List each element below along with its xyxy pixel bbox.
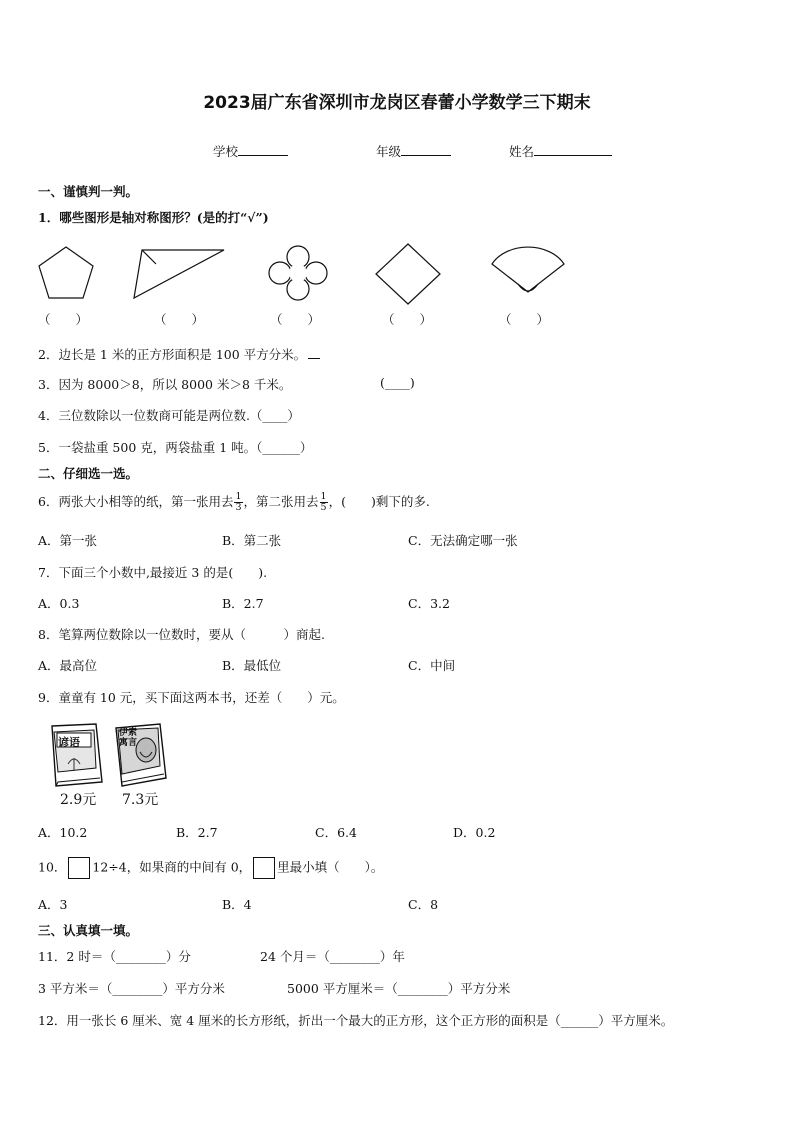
q7-option-c[interactable]: C．3.2: [408, 596, 450, 611]
q10-option-a[interactable]: A．3: [38, 897, 68, 912]
name-field: [509, 142, 612, 160]
q8-option-c[interactable]: C．中间: [408, 658, 456, 673]
q10-option-b[interactable]: B．4: [222, 897, 252, 912]
section-heading-3: 三、认真填一填。: [38, 923, 139, 938]
q10-option-c[interactable]: C．8: [408, 897, 439, 912]
book-proverbs-icon: [46, 722, 106, 788]
answer-paren-1[interactable]: （ ）: [38, 312, 89, 327]
answer-box-1[interactable]: [68, 857, 90, 879]
question-10-text: 10． 12÷4，如果商的中间有 0， 里最小填（ ）。: [38, 857, 383, 879]
fraction-one-fifth: $\frac{1}{5}$: [320, 491, 327, 513]
question-3-text: 3．因为 8000＞8，所以 8000 米＞8 千米。: [38, 377, 292, 392]
book-aesop-price: 7.3元: [122, 792, 159, 808]
school-field: [213, 142, 288, 160]
grade-field: [376, 142, 451, 160]
pentagon-icon: [36, 244, 96, 302]
question-11d: 5000 平方厘米＝（________）平方分米: [287, 981, 511, 996]
q9-option-d[interactable]: D．0.2: [453, 825, 496, 840]
fan-icon: [488, 244, 568, 300]
school-label: 学校: [213, 144, 239, 159]
q6-option-a[interactable]: A．第一张: [38, 533, 98, 548]
q7-option-b[interactable]: B．2.7: [222, 596, 264, 611]
q6-option-c[interactable]: C．无法确定哪一张: [408, 533, 518, 548]
question-8-text: 8．笔算两位数除以一位数时，要从（ ）商起.: [38, 627, 325, 642]
question-11b: 24 个月＝（________）年: [260, 949, 405, 964]
answer-paren-2[interactable]: （ ）: [154, 312, 205, 327]
triangle-icon: [130, 248, 226, 300]
answer-paren-4[interactable]: （ ）: [382, 312, 433, 327]
answer-paren-5[interactable]: （ ）: [499, 312, 550, 327]
question-5: 5．一袋盐重 500 克，两袋盐重 1 吨。（______）: [38, 440, 313, 455]
name-label: 姓名: [509, 144, 535, 159]
question-3-answer[interactable]: (____): [380, 375, 415, 390]
grade-label: 年级: [376, 144, 402, 159]
question-4: 4．三位数除以一位数商可能是两位数.（____）: [38, 408, 300, 423]
question-11a: 11．2 时＝（________）分: [38, 949, 191, 964]
q9-option-c[interactable]: C．6.4: [315, 825, 357, 840]
question-1-text: 1．哪些图形是轴对称图形？(是的打“√”): [38, 210, 269, 225]
q7-option-a[interactable]: A．0.3: [38, 596, 80, 611]
book-aesop-title: 伊索寓言: [119, 728, 138, 748]
question-2: 2．边长是 1 米的正方形面积是 100 平方分米。: [38, 345, 320, 363]
question-6-text: 6．两张大小相等的纸，第一张用去 $\frac{1}{3}$ ，第二张用去 $\frac{1}{5}$ ，( )剩下的多.: [38, 491, 430, 513]
question-9-text: 9．童童有 10 元，买下面这两本书，还差（ ）元。: [38, 690, 345, 705]
q6-option-b[interactable]: B．第二张: [222, 533, 282, 548]
q9-option-a[interactable]: A．10.2: [38, 825, 88, 840]
fraction-one-third: $\frac{1}{3}$: [235, 491, 242, 513]
book-proverbs-price: 2.9元: [60, 792, 97, 808]
four-leaf-flower-icon: [266, 244, 330, 302]
q9-option-b[interactable]: B．2.7: [176, 825, 218, 840]
section-heading-2: 二、仔细选一选。: [38, 466, 139, 481]
question-12: 12．用一张长 6 厘米、宽 4 厘米的长方形纸，折出一个最大的正方形，这个正方形的面积是（______）平方厘米。: [38, 1013, 674, 1028]
page-title: 2023届广东省深圳市龙岗区春蕾小学数学三下期末: [203, 93, 591, 113]
q8-option-b[interactable]: B．最低位: [222, 658, 282, 673]
diamond-icon: [374, 242, 442, 306]
question-11c: 3 平方米＝（________）平方分米: [38, 981, 225, 996]
question-7-text: 7．下面三个小数中,最接近 3 的是( ).: [38, 565, 268, 580]
answer-paren-3[interactable]: （ ）: [270, 312, 321, 327]
q8-option-a[interactable]: A．最高位: [38, 658, 98, 673]
answer-box-2[interactable]: [253, 857, 275, 879]
book-proverbs-title: 谚语: [58, 736, 80, 749]
section-heading-1: 一、谨慎判一判。: [38, 184, 139, 199]
